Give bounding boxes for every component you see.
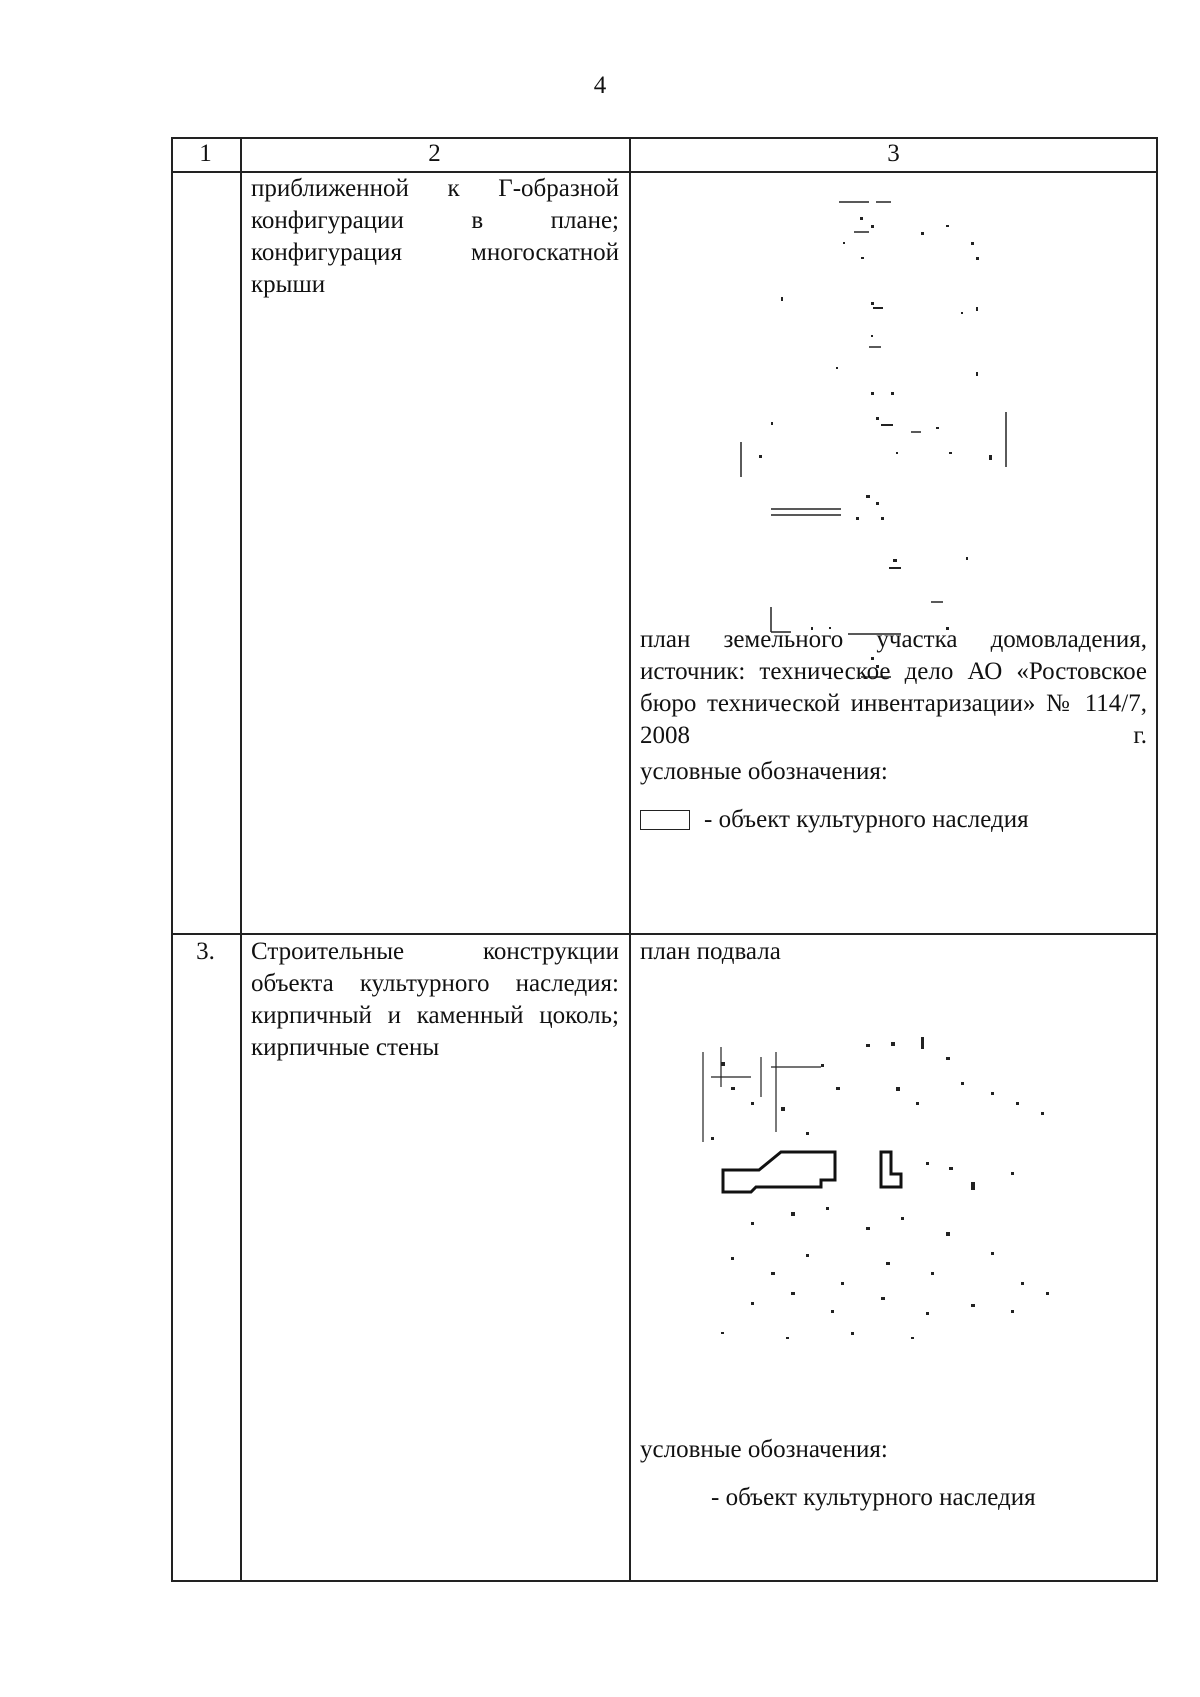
heritage-table <box>171 137 1158 1582</box>
site-plan-caption: план земельного участка домовладения, источник: техническое дело АО «Ростовское бюро технической инвентаризации» № 114/7, 2008 г. <box>640 626 1147 749</box>
header-cell-3: 3 <box>887 140 900 167</box>
page-number: 4 <box>593 72 607 99</box>
legend-item-1 <box>640 802 1147 838</box>
legend-title-2: условные обозначения: <box>640 1436 888 1463</box>
row-3-description: Строительные конструкции объекта культурного наследия: кирпичный и каменный цоколь; кирпичные стены <box>251 938 619 1061</box>
table-border-right <box>1156 137 1158 1582</box>
legend-item-1-label: - объект культурного наследия <box>704 806 1029 833</box>
header-cell-2: 2 <box>428 140 441 167</box>
table-col-divider-1 <box>240 137 242 1582</box>
table-border-left <box>171 137 173 1582</box>
legend-title-1: условные обозначения: <box>640 758 888 785</box>
table-col-divider-2 <box>629 137 631 1582</box>
legend-item-2: - объект культурного наследия <box>711 1484 1036 1511</box>
header-cell-1: 1 <box>199 140 212 167</box>
row-continued-description: приближенной к Г-образной конфигурации в плане; конфигурация многоскатной крыши <box>251 175 619 298</box>
row-3-number: 3. <box>196 938 215 965</box>
legend-swatch <box>640 810 690 830</box>
table-border-bottom <box>171 1580 1158 1582</box>
basement-plan-image <box>691 992 1071 1347</box>
row-3-plan-title: план подвала <box>640 938 781 965</box>
table-row-divider <box>171 933 1158 935</box>
